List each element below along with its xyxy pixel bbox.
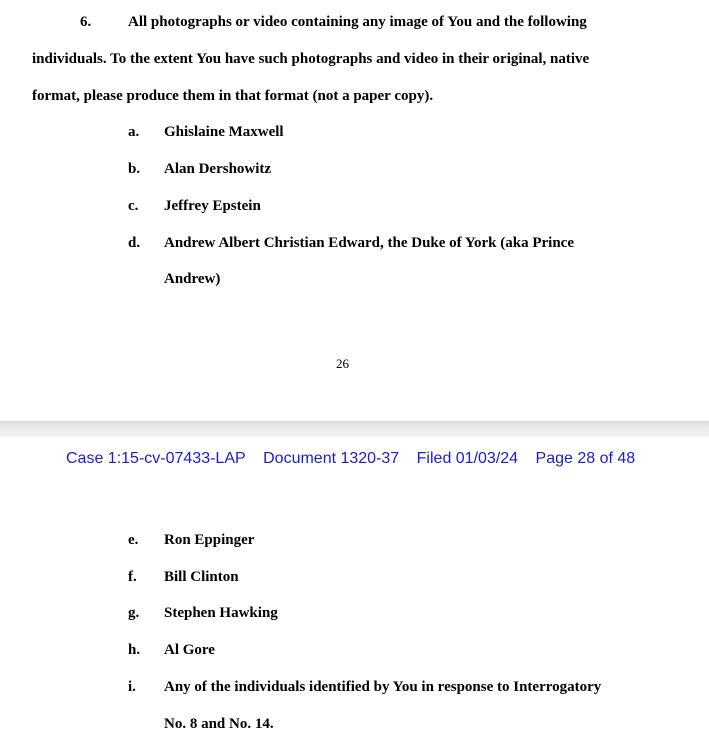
paragraph-line-2: individuals. To the extent You have such photographs and video in their original, native (32, 51, 590, 67)
list-item-text: Any of the individuals identified by You in response to Interrogatory (164, 679, 602, 695)
list-item-text: Bill Clinton (164, 569, 239, 585)
document-page-28 (0, 437, 709, 749)
list-item-text: Stephen Hawking (164, 605, 278, 621)
list-item-letter: c. (128, 198, 139, 214)
page-separator (0, 421, 709, 437)
list-item-text: Jeffrey Epstein (164, 198, 261, 214)
paragraph-number: 6. (80, 14, 92, 30)
list-item-text: Andrew Albert Christian Edward, the Duke of York (aka Prince (164, 235, 575, 251)
list-item-letter: i. (128, 679, 136, 695)
page-number: 26 (336, 356, 349, 371)
list-item-text: Ron Eppinger (164, 532, 255, 548)
paragraph-line-1: All photographs or video containing any image of You and the following (128, 14, 587, 30)
list-item-letter: g. (128, 605, 140, 621)
case-number: Case 1:15-cv-07433-LAP (66, 450, 246, 467)
list-item-letter: d. (128, 235, 141, 251)
list-item-text-continued: No. 8 and No. 14. (164, 716, 274, 732)
court-filing-header (66, 449, 648, 469)
list-item-text-continued: Andrew) (164, 271, 221, 287)
list-item-letter: e. (128, 532, 139, 548)
document-number: Document 1320-37 (263, 450, 400, 467)
list-item-letter: a. (128, 124, 140, 140)
filed-date: Filed 01/03/24 (416, 450, 519, 467)
list-item-text: Al Gore (164, 642, 215, 658)
list-item-letter: f. (128, 569, 137, 585)
list-item-letter: b. (128, 161, 141, 177)
list-item-text: Ghislaine Maxwell (164, 124, 284, 140)
list-item-text: Alan Dershowitz (164, 161, 272, 177)
page-indicator: Page 28 of 48 (535, 450, 636, 467)
paragraph-line-3: format, please produce them in that format (not a paper copy). (32, 88, 434, 104)
list-item-letter: h. (128, 642, 141, 658)
